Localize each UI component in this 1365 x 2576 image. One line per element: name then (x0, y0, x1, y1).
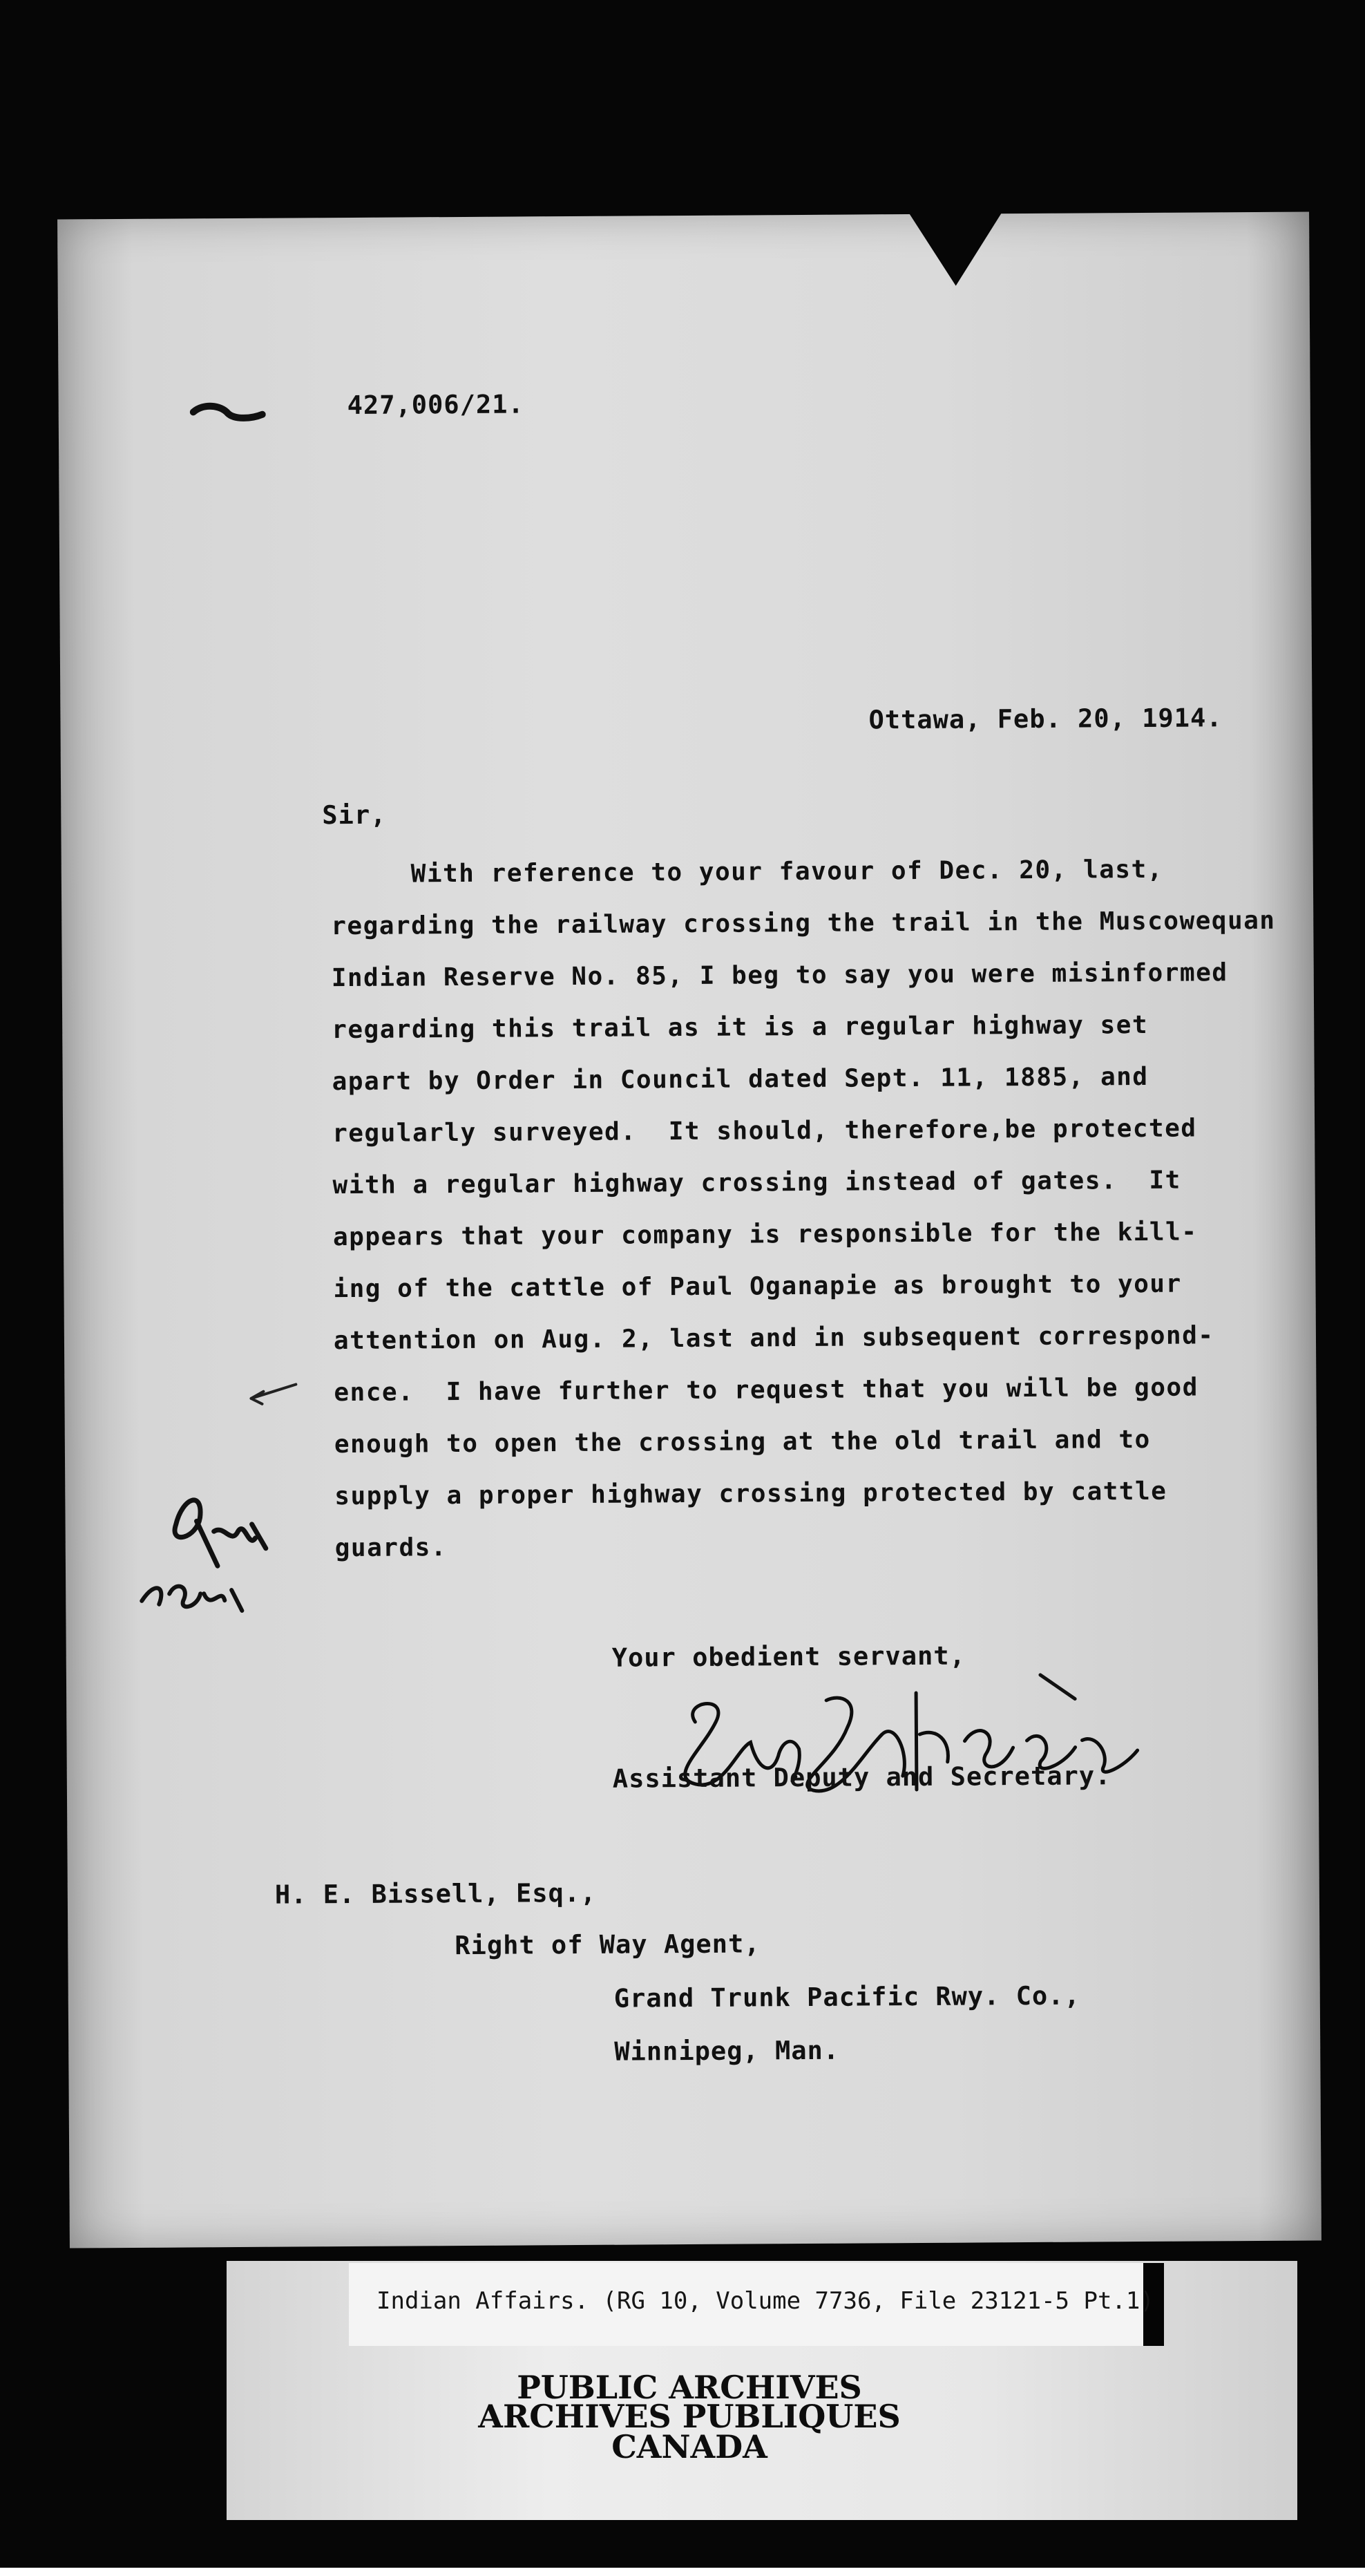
body-line: enough to open the crossing at the old trail and to (334, 1425, 1151, 1459)
addressee-title: Right of Way Agent, (455, 1929, 761, 1961)
body-line: supply a proper highway crossing protected by cattle (334, 1477, 1167, 1511)
margin-arrow-mark (244, 1379, 299, 1406)
body-line: With reference to your favour of Dec. 20, last, (330, 855, 1163, 889)
body-line: appears that your company is responsible for the kill- (332, 1218, 1198, 1252)
torn-corner (907, 209, 1004, 286)
body-line: regarding the railway crossing the trail in the Muscowequan (331, 906, 1276, 941)
body-line: Indian Reserve No. 85, I beg to say you were misinformed (331, 958, 1228, 993)
signature-title: Assistant Deputy and Secretary. (612, 1761, 1111, 1794)
salutation: Sir, (322, 799, 387, 831)
archive-title-line: ARCHIVES PUBLIQUES (478, 2398, 901, 2435)
addressee-name: H. E. Bissell, Esq., (274, 1877, 597, 1910)
body-line: ence. I have further to request that you will be good (334, 1373, 1199, 1408)
archive-title-line: CANADA (611, 2428, 767, 2465)
body-line: with a regular highway crossing instead of gates. It (332, 1166, 1181, 1200)
body-line: attention on Aug. 2, last and in subsequent correspond- (333, 1321, 1214, 1356)
addressee-company: Grand Trunk Pacific Rwy. Co., (613, 1980, 1080, 2014)
addressee-city: Winnipeg, Man. (614, 2035, 840, 2067)
handwritten-margin-note (127, 1483, 280, 1629)
body-line: guards. (334, 1533, 448, 1563)
archive-title-line: PUBLIC ARCHIVES (517, 2369, 862, 2406)
body-line: regarding this trail as it is a regular highway set (332, 1010, 1149, 1045)
file-number: 427,006/21. (347, 389, 524, 421)
letter-page (57, 211, 1321, 2248)
body-line: apart by Order in Council dated Sept. 11, 1885, and (332, 1062, 1149, 1097)
body-line: ing of the cattle of Paul Oganapie as brought to your (333, 1269, 1182, 1304)
frame-edge (0, 2568, 1365, 2576)
archive-reference: Indian Affairs. (RG 10, Volume 7736, File 23121-5 Pt.1) (376, 2287, 1154, 2315)
closing: Your obedient servant, (611, 1640, 966, 1673)
body-line: regularly surveyed. It should, therefore,be protected (332, 1114, 1197, 1148)
dateline: Ottawa, Feb. 20, 1914. (868, 703, 1223, 735)
ink-blot-mark (190, 399, 266, 428)
